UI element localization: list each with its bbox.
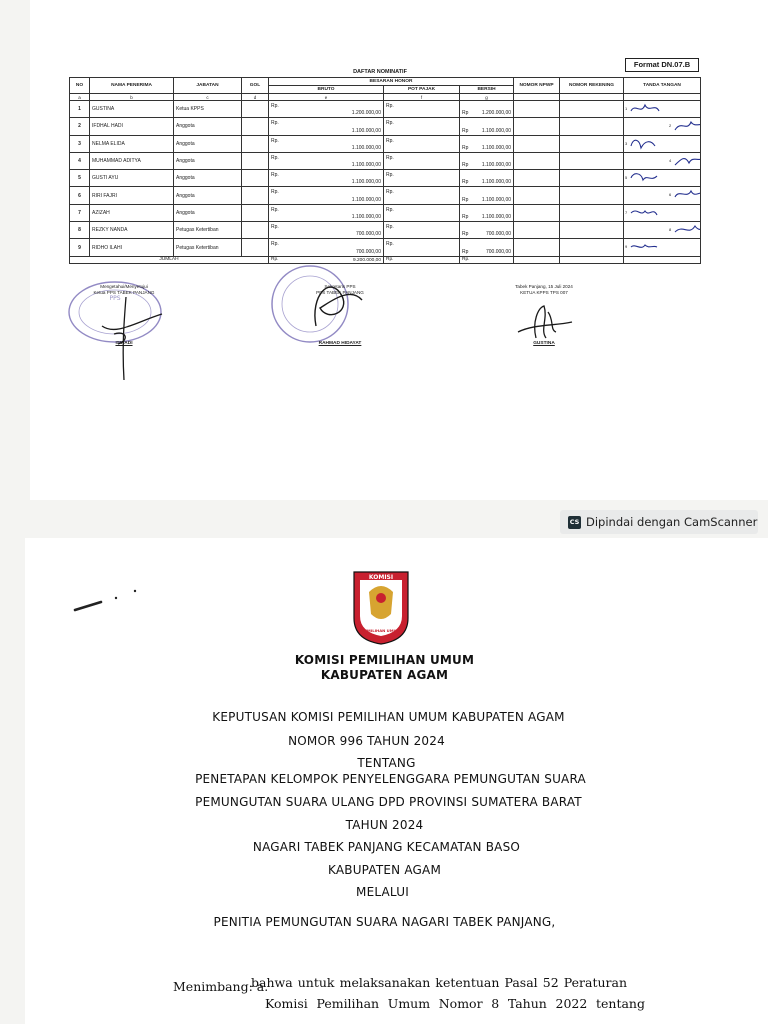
recipient-gol — [242, 101, 269, 118]
net-amount: 700.000,00 — [485, 231, 512, 238]
recipient-name: REZKY NANDA — [90, 222, 174, 239]
pps-stamp-middle — [270, 256, 366, 348]
camscanner-label: Dipindai dengan CamScanner — [586, 515, 758, 529]
signer-right-name: GUSTINA — [533, 341, 555, 346]
net-amount: 1.100.000,00 — [481, 179, 512, 186]
decree-subject-2: PEMUNGUTAN SUARA ULANG DPD PROVINSI SUMATERA BARAT — [195, 795, 582, 809]
tax-currency: Rp. — [386, 224, 394, 231]
signer-middle-block — [290, 284, 390, 346]
header-name: NAMA PENERIMA — [90, 78, 174, 94]
row-number: 4 — [70, 152, 90, 169]
net-cell — [460, 187, 514, 204]
npwp-cell — [514, 204, 560, 221]
header-amount-group: BESARAN HONOR — [269, 78, 514, 86]
header-npwp: NOMOR NPWP — [514, 78, 560, 94]
decree-title: KEPUTUSAN KOMISI PEMILIHAN UMUM KABUPATEN AGAM — [212, 710, 565, 724]
net-amount: 1.100.000,00 — [481, 196, 512, 203]
scan-mark-dash — [71, 582, 151, 616]
table-row — [70, 170, 701, 187]
recipient-gol — [242, 222, 269, 239]
signer-right-block — [494, 284, 594, 346]
net-cell — [460, 170, 514, 187]
column-letter-row — [70, 94, 701, 101]
total-row — [70, 256, 701, 263]
signature-number: 2 — [669, 123, 672, 129]
bruto-cell — [269, 239, 384, 256]
recipient-gol — [242, 152, 269, 169]
net-currency: Rp — [462, 162, 469, 169]
recipient-name: MUHAMMAD ADITYA — [90, 152, 174, 169]
net-amount: 1.200.000,00 — [481, 110, 512, 117]
npwp-cell — [514, 135, 560, 152]
signature-mark — [673, 187, 701, 203]
table-row — [70, 204, 701, 221]
net-cell — [460, 204, 514, 221]
column-letter: e — [269, 94, 384, 101]
net-currency: Rp — [462, 127, 469, 134]
decree-about: TENTANG — [357, 756, 416, 770]
tax-cell — [384, 152, 460, 169]
signature-mark — [629, 239, 665, 255]
agency-region: KABUPATEN AGAM — [320, 668, 449, 682]
bruto-amount: 1.100.000,00 — [351, 144, 381, 151]
signature-cell — [624, 170, 701, 187]
bruto-amount: 700.000,00 — [355, 248, 381, 255]
net-cell — [460, 135, 514, 152]
decree-subject-3: TAHUN 2024 — [345, 818, 424, 832]
signature-number: 4 — [669, 157, 672, 163]
bruto-amount: 1.100.000,00 — [351, 162, 381, 169]
net-cell — [460, 101, 514, 118]
recipient-name: NELMA ELIDA — [90, 135, 174, 152]
bruto-amount: 1.100.000,00 — [351, 214, 381, 221]
tax-cell — [384, 170, 460, 187]
camscanner-badge — [560, 510, 758, 534]
column-letter: a — [70, 94, 90, 101]
tax-cell — [384, 101, 460, 118]
header-no: NO — [70, 78, 90, 94]
signature-mark — [629, 136, 665, 152]
column-letter: d — [242, 94, 269, 101]
tax-currency: Rp. — [386, 137, 394, 144]
table-row — [70, 152, 701, 169]
bruto-cell — [269, 204, 384, 221]
recipient-position: Anggota — [174, 170, 242, 187]
recipient-position: Anggota — [174, 118, 242, 135]
signer-left-name: ISWADI — [115, 341, 133, 346]
account-cell — [560, 204, 624, 221]
list-title: DAFTAR NOMINATIF — [353, 69, 407, 75]
total-tax-cell — [384, 256, 460, 263]
account-cell — [560, 101, 624, 118]
recipient-position: Ketua KPPS — [174, 101, 242, 118]
considering-line-2: Komisi Pemilihan Umum Nomor 8 Tahun 2022 tentang — [265, 996, 645, 1011]
recipient-position: Anggota — [174, 135, 242, 152]
npwp-cell — [514, 101, 560, 118]
net-currency: Rp — [462, 179, 469, 186]
row-number: 9 — [70, 239, 90, 256]
account-cell — [560, 135, 624, 152]
tax-cell — [384, 239, 460, 256]
recipient-position: Anggota — [174, 204, 242, 221]
signature-cell — [624, 187, 701, 204]
table-row — [70, 239, 701, 256]
signature-cell — [624, 118, 701, 135]
net-cell — [460, 222, 514, 239]
tax-currency: Rp. — [386, 206, 394, 213]
net-amount: 1.100.000,00 — [481, 162, 512, 169]
net-currency: Rp — [462, 144, 469, 151]
tax-currency: Rp. — [386, 154, 394, 161]
npwp-cell — [514, 222, 560, 239]
bruto-cell — [269, 101, 384, 118]
recipient-gol — [242, 170, 269, 187]
recipient-gol — [242, 204, 269, 221]
signature-number: 6 — [669, 192, 672, 198]
recipient-name: RIRI FAJRI — [90, 187, 174, 204]
bruto-currency: Rp. — [271, 224, 279, 231]
total-bruto-amount: 9.200.000,00 — [352, 257, 381, 263]
row-number: 3 — [70, 135, 90, 152]
npwp-cell — [514, 170, 560, 187]
net-cell — [460, 118, 514, 135]
signature-mark — [629, 101, 665, 117]
total-tax-currency: Rp. — [386, 256, 394, 262]
bruto-currency: Rp. — [271, 189, 279, 196]
recipient-name: AZIZAH — [90, 204, 174, 221]
net-amount: 1.100.000,00 — [481, 144, 512, 151]
table-row — [70, 222, 701, 239]
net-currency: Rp — [462, 110, 469, 117]
total-net-cell — [460, 256, 514, 263]
decree-committee: PENITIA PEMUNGUTAN SUARA NAGARI TABEK PANJANG, — [213, 915, 556, 929]
recipient-position: Petugas Ketertiban — [174, 239, 242, 256]
net-cell — [460, 152, 514, 169]
considering-line-1: bahwa untuk melaksanakan ketentuan Pasal 52 Peraturan — [251, 975, 627, 990]
signature-number: 9 — [625, 244, 628, 250]
bruto-amount: 1.100.000,00 — [351, 196, 381, 203]
signature-number: 7 — [625, 209, 628, 215]
row-number: 1 — [70, 101, 90, 118]
signature-left — [96, 292, 166, 382]
net-currency: Rp — [462, 214, 469, 221]
net-amount: 1.100.000,00 — [481, 127, 512, 134]
column-letter: g — [460, 94, 514, 101]
header-net: BERSIH — [460, 86, 514, 94]
recipient-name: GUSTI AYU — [90, 170, 174, 187]
signature-cell — [624, 222, 701, 239]
signature-cell — [624, 152, 701, 169]
kpu-logo-text-top: KOMISI — [368, 574, 394, 581]
header-bruto: BRUTO — [269, 86, 384, 94]
bruto-cell — [269, 170, 384, 187]
format-code-label: Format DN.07.B — [625, 58, 699, 72]
signer-middle-line2: PPS TABEK PANJANG — [316, 290, 364, 295]
signer-middle-line1: Sekretaris PPS — [324, 284, 356, 289]
kpu-logo-text-bottom: PEMILIHAN UMUM — [361, 628, 401, 633]
signer-right-line2: KETUA KPPS TPS 007 — [520, 290, 568, 295]
signature-mark — [673, 153, 701, 169]
decree-number: NOMOR 996 TAHUN 2024 — [288, 734, 445, 748]
svg-text:PPS: PPS — [109, 295, 121, 302]
tax-cell — [384, 118, 460, 135]
signature-number: 5 — [625, 175, 628, 181]
npwp-cell — [514, 118, 560, 135]
tax-currency: Rp. — [386, 103, 394, 109]
row-number: 6 — [70, 187, 90, 204]
account-cell — [560, 239, 624, 256]
row-number: 7 — [70, 204, 90, 221]
bruto-currency: Rp. — [271, 241, 279, 248]
bruto-currency: Rp. — [271, 206, 279, 213]
account-cell — [560, 170, 624, 187]
agency-name: KOMISI PEMILIHAN UMUM — [294, 653, 475, 667]
bruto-amount: 1.200.000,00 — [351, 110, 381, 117]
table-row — [70, 101, 701, 118]
signer-left-line2: Ketua PPS TABEK PANJANG — [93, 290, 155, 295]
recipient-name: RIDHO ILAHI — [90, 239, 174, 256]
tax-currency: Rp. — [386, 241, 394, 248]
recipient-position: Anggota — [174, 152, 242, 169]
recipient-position: Anggota — [174, 187, 242, 204]
bruto-cell — [269, 222, 384, 239]
row-number: 2 — [70, 118, 90, 135]
camscanner-icon: CS — [568, 516, 581, 529]
npwp-cell — [514, 152, 560, 169]
column-letter: c — [174, 94, 242, 101]
bruto-cell — [269, 118, 384, 135]
signer-middle-name: RAHMAD HIDAYAT — [318, 341, 362, 346]
bruto-currency: Rp. — [271, 172, 279, 179]
recipient-gol — [242, 118, 269, 135]
table-row — [70, 187, 701, 204]
signature-mark — [629, 205, 665, 221]
signature-cell — [624, 135, 701, 152]
bruto-currency: Rp. — [271, 120, 279, 127]
total-bruto-currency: Rp. — [271, 256, 279, 262]
signature-mark — [629, 170, 665, 186]
decree-through: MELALUI — [356, 885, 409, 899]
bruto-cell — [269, 135, 384, 152]
row-number: 8 — [70, 222, 90, 239]
header-gol: GOL — [242, 78, 269, 94]
column-letter: b — [90, 94, 174, 101]
table-row — [70, 135, 701, 152]
tax-cell — [384, 135, 460, 152]
account-cell — [560, 118, 624, 135]
header-account: NOMOR REKENING — [560, 78, 624, 94]
table-row — [70, 118, 701, 135]
account-cell — [560, 222, 624, 239]
recipient-gol — [242, 135, 269, 152]
signature-right — [514, 302, 576, 344]
net-currency: Rp — [462, 196, 469, 203]
header-signature: TANDA TANGAN — [624, 78, 701, 94]
signature-number: 3 — [625, 140, 628, 146]
kpu-logo — [351, 566, 411, 646]
recipient-gol — [242, 239, 269, 256]
recipient-gol — [242, 187, 269, 204]
total-label: JUMLAH — [70, 256, 269, 263]
net-amount: 1.100.000,00 — [481, 214, 512, 221]
bruto-currency: Rp. — [271, 154, 279, 161]
bruto-currency: Rp. — [271, 137, 279, 144]
header-tax: POT PAJAK — [384, 86, 460, 94]
npwp-cell — [514, 187, 560, 204]
header-position: JABATAN — [174, 78, 242, 94]
signer-left-line1: Mengetahui/Menyetujui — [100, 284, 148, 289]
tax-cell — [384, 222, 460, 239]
net-amount: 700.000,00 — [485, 248, 512, 255]
tax-currency: Rp. — [386, 120, 394, 127]
net-currency: Rp — [462, 248, 469, 255]
decree-subject-5: KABUPATEN AGAM — [328, 863, 441, 877]
decree-subject-1: PENETAPAN KELOMPOK PENYELENGGARA PEMUNGUTAN SUARA — [195, 772, 586, 786]
signature-cell — [624, 101, 701, 118]
bruto-currency: Rp. — [271, 103, 279, 109]
net-currency: Rp — [462, 231, 469, 238]
signer-right-line1: Tabek Panjang, 15 Juli 2024 — [515, 284, 573, 289]
column-letter: f — [384, 94, 460, 101]
bruto-cell — [269, 152, 384, 169]
signature-mark — [673, 222, 701, 238]
signature-number: 1 — [625, 106, 628, 111]
tax-cell — [384, 187, 460, 204]
row-number: 5 — [70, 170, 90, 187]
tax-cell — [384, 204, 460, 221]
account-cell — [560, 187, 624, 204]
signature-mark — [673, 118, 701, 134]
bruto-amount: 700.000,00 — [355, 231, 381, 238]
recipient-name: IFDHAL HADI — [90, 118, 174, 135]
npwp-cell — [514, 239, 560, 256]
bruto-cell — [269, 187, 384, 204]
recipient-name: GUSTINA — [90, 101, 174, 118]
decree-subject-4: NAGARI TABEK PANJANG KECAMATAN BASO — [252, 840, 521, 854]
signature-number: 8 — [669, 227, 672, 233]
account-cell — [560, 152, 624, 169]
tax-currency: Rp. — [386, 189, 394, 196]
recipient-position: Petugas Ketertiban — [174, 222, 242, 239]
signature-cell — [624, 239, 701, 256]
tax-currency: Rp. — [386, 172, 394, 179]
signature-cell — [624, 204, 701, 221]
net-cell — [460, 239, 514, 256]
honor-table — [69, 77, 701, 264]
bruto-amount: 1.100.000,00 — [351, 127, 381, 134]
decree-page — [25, 538, 768, 1024]
considering-label: Menimbang: a. — [173, 979, 269, 994]
total-net-currency: Rp. — [462, 256, 470, 262]
bruto-amount: 1.100.000,00 — [351, 179, 381, 186]
